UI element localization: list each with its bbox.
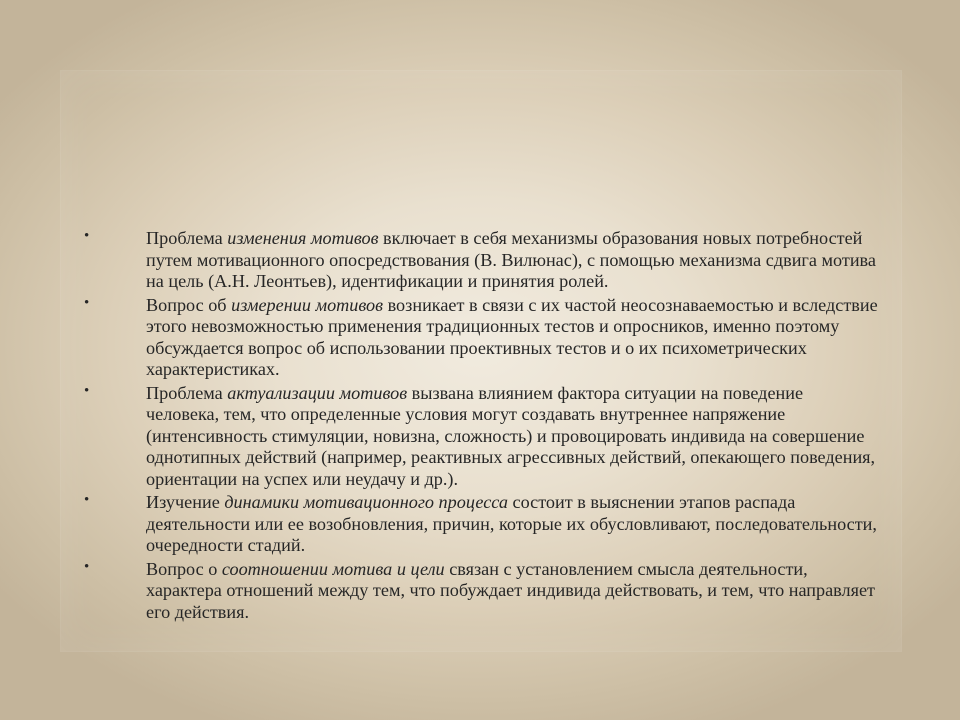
bullet-text-rest: связан с установлением смысла деятельности, характера отношений между тем, что побуждает индивида действовать, и тем, что направляет его действия.	[146, 558, 875, 622]
bullet-emphasis: актуализации мотивов	[227, 382, 408, 403]
bullet-emphasis: измерении мотивов	[231, 294, 384, 315]
bullet-list	[0, 228, 960, 625]
bullet-emphasis: соотношении мотива и цели	[221, 558, 445, 579]
bullet-dot: •	[84, 294, 90, 311]
bullet-dot: •	[84, 228, 90, 244]
bullet-text-start: Вопрос о	[146, 558, 222, 579]
bullet-text-rest: включает в себя механизмы образования новых потребностей путем мотивационного опосредствования (В. Вилюнас), с помощью механизма сдвига мотива на цель (А.Н. Леонтьев), идентификации и принятия ролей.	[146, 228, 876, 291]
bullet-text-start: Проблема	[146, 228, 228, 248]
bullet-emphasis: динамики мотивационного процесса	[224, 492, 508, 512]
bullet-emphasis: изменения мотивов	[227, 228, 379, 248]
bullet-item-5	[0, 559, 960, 624]
bullet-text-rest: состоит в выяснении этапов распада деятельности или ее возобновления, причин, которые их обусловливают, последовательности, очередности стадий.	[146, 492, 877, 555]
bullet-dot: •	[84, 558, 90, 575]
bullet-dot: •	[84, 492, 90, 508]
bullet-item-1	[0, 228, 960, 293]
bullet-text-start: Проблема	[146, 382, 228, 403]
bullet-item-3	[0, 383, 960, 491]
bullet-item-2	[0, 295, 960, 381]
bullet-item-4	[0, 492, 960, 557]
bullet-dot: •	[84, 382, 90, 399]
bullet-text-start: Изучение	[146, 492, 225, 512]
bullet-text-rest: возникает в связи с их частой неосознаваемостью и вследствие этого невозможностью применения традиционных тестов и опросников, именно поэтому обсуждается вопрос об использовании проективных тестов и о их психометрических характеристиках.	[146, 294, 878, 379]
bullet-text-rest: вызвана влиянием фактора ситуации на поведение человека, тем, что определенные условия могут создавать внутреннее напряжение (интенсивность стимуляции, новизна, сложность) и провоцировать индивида на совершение однотипных действий (например, реактивных агрессивных действий, опекающего поведения, ориентации на успех или неудачу и др.).	[146, 382, 876, 489]
bullet-text-start: Вопрос об	[146, 294, 232, 315]
